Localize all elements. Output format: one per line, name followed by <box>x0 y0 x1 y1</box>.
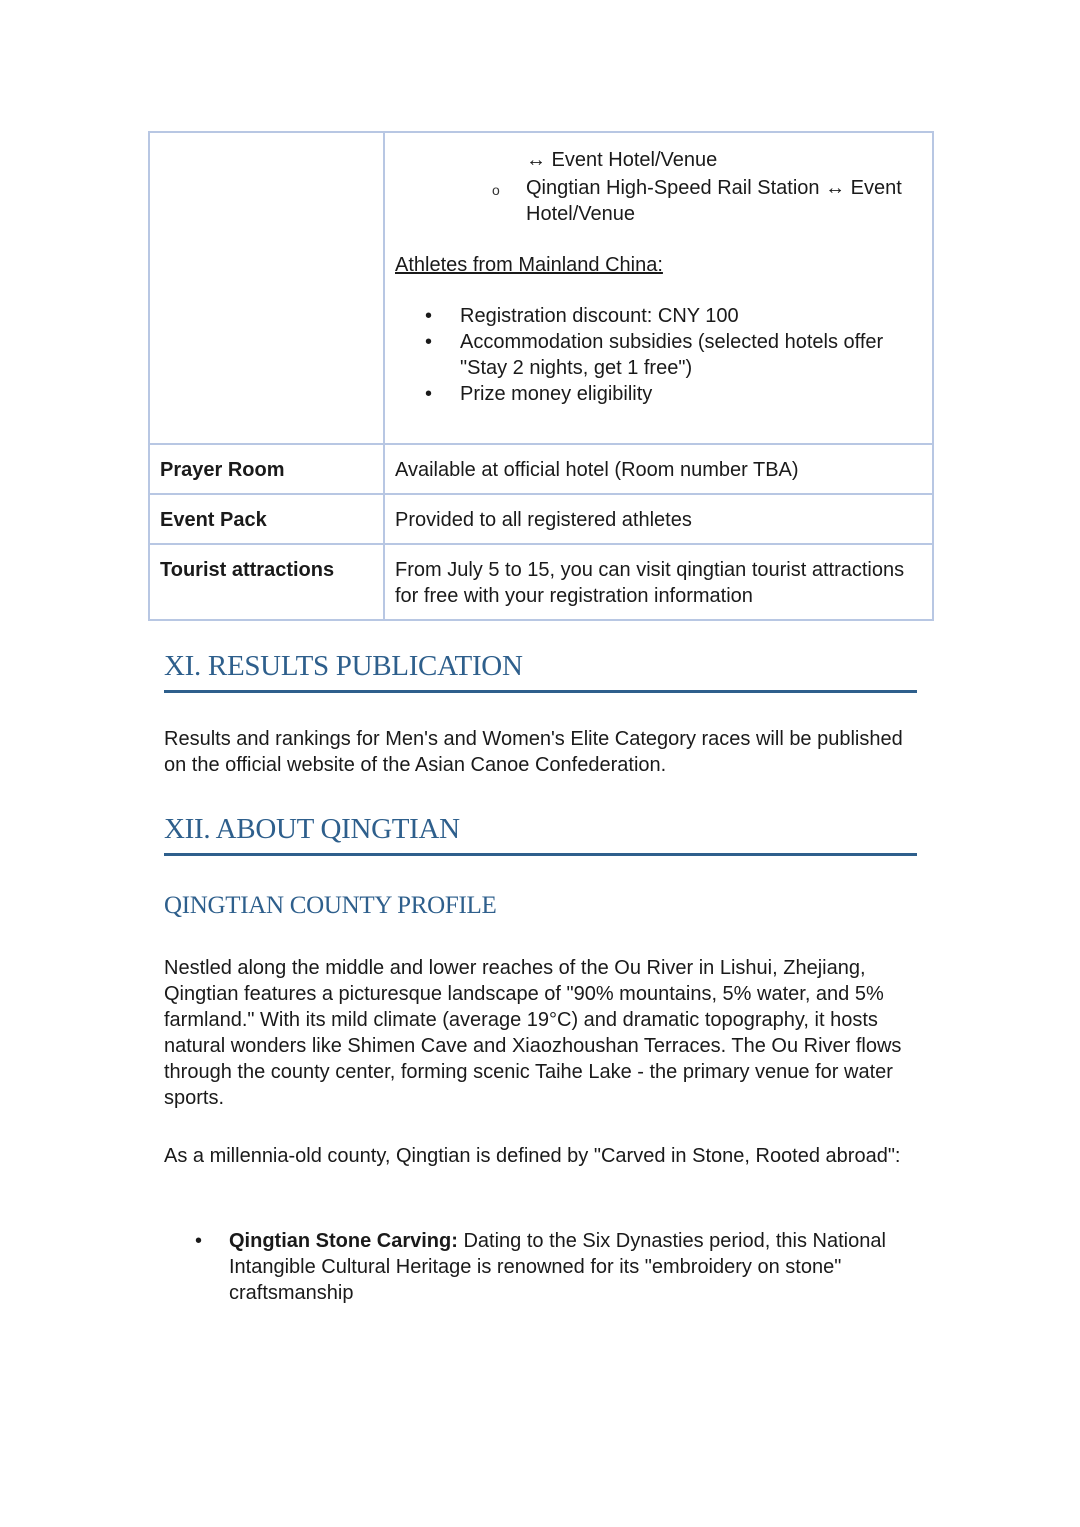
prayer-room-label: Prayer Room <box>149 444 384 494</box>
table-row <box>149 494 933 544</box>
bullet-icon: • <box>425 305 433 327</box>
table-row <box>149 132 933 444</box>
event-pack-value: Provided to all registered athletes <box>384 494 933 544</box>
list-item-text: Dating to the Six Dynasties period, this National Intangible Cultural Heritage is renowned for its "embroidery on stone" craftsmanship <box>229 1230 886 1304</box>
mainland-heading: Athletes from Mainland China: <box>395 254 663 276</box>
section-xi-text: Results and rankings for Men's and Women's Elite Category races will be published on the official website of the Asian Canoe Confederation. <box>164 728 903 776</box>
event-pack-label: Event Pack <box>149 494 384 544</box>
section-xi-heading: XI. RESULTS PUBLICATION <box>164 648 917 693</box>
list-item: • Prize money eligibility <box>425 383 653 405</box>
transport-list-item <box>395 173 922 227</box>
county-profile-subheading: QINGTIAN COUNTY PROFILE <box>164 892 497 919</box>
benefits-cell <box>384 132 933 444</box>
list-item-title: Qingtian Stone Carving: <box>229 1230 458 1252</box>
list-item: • Accommodation subsidies (selected hotels offer "Stay 2 nights, get 1 free") <box>425 331 884 379</box>
table-row <box>149 544 933 620</box>
culture-list <box>164 1228 924 1306</box>
list-item: • Registration discount: CNY 100 <box>425 305 739 327</box>
table-label-cell-empty <box>149 132 384 444</box>
mainland-benefits-list <box>395 303 922 407</box>
table-row <box>149 444 933 494</box>
tourist-attractions-label: Tourist attractions <box>149 544 384 620</box>
bullet-icon: • <box>195 1230 203 1252</box>
prayer-room-value: Available at official hotel (Room number TBA) <box>384 444 933 494</box>
transport-continuation: ↔ Event Hotel/Venue <box>526 149 718 171</box>
transport-item-text: Qingtian High-Speed Rail Station ↔ Event Hotel/Venue <box>526 177 902 225</box>
county-profile-paragraph-2: As a millennia-old county, Qingtian is defined by "Carved in Stone, Rooted abroad": <box>164 1145 901 1167</box>
tourist-attractions-value: From July 5 to 15, you can visit qingtian tourist attractions for free with your registration information <box>384 544 933 620</box>
bullet-icon: • <box>425 331 433 353</box>
list-item <box>164 1228 924 1306</box>
event-info-table <box>148 131 934 621</box>
sub-bullet-icon: o <box>492 182 500 198</box>
section-xii-heading: XII. ABOUT QINGTIAN <box>164 811 917 856</box>
bullet-icon: • <box>425 383 433 405</box>
county-profile-paragraph-1: Nestled along the middle and lower reaches of the Ou River in Lishui, Zhejiang, Qingtian features a picturesque landscape of "90% mountains, 5% water, and 5% farmland." With its mild climate (average 19°C) and dramatic topography, it hosts natural wonders like Shimen Cave and Xiaozhoushan Terraces. The Ou River flows through the county center, forming scenic Taihe Lake - the primary venue for water sports. <box>164 957 902 1109</box>
